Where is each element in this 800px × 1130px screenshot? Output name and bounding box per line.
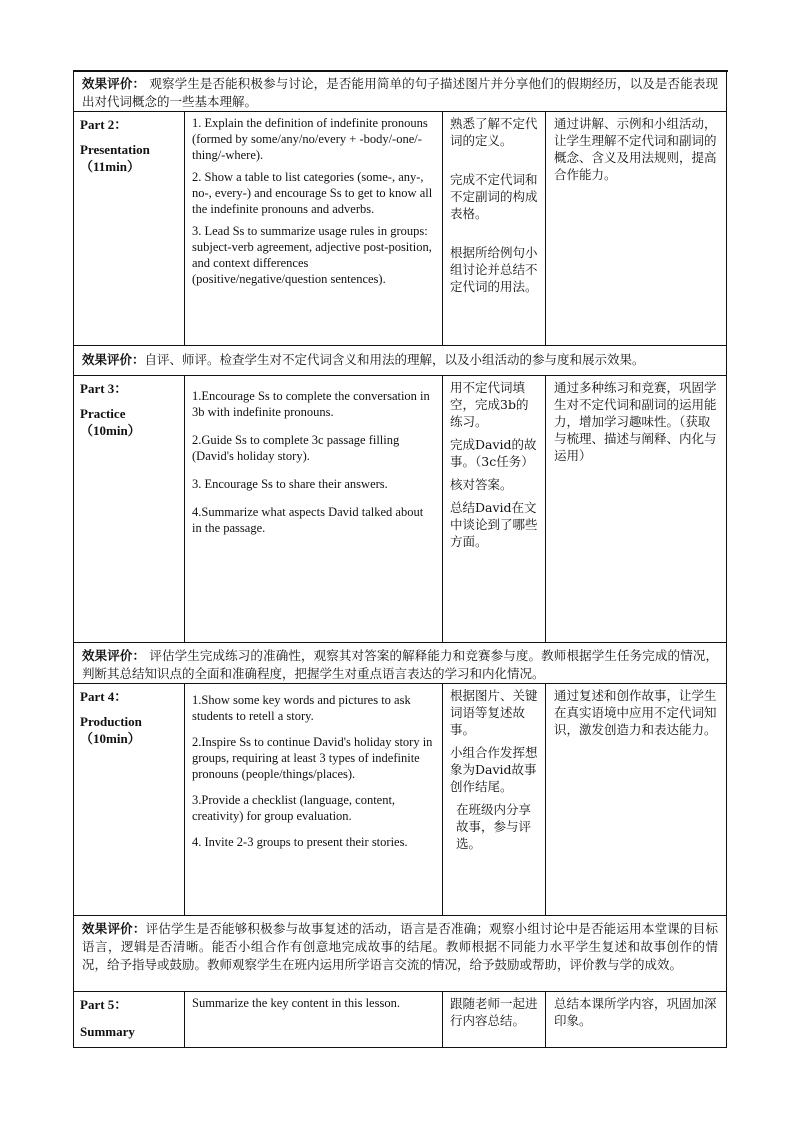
student-step: 用不定代词填空，完成3b的练习。 (450, 380, 529, 429)
part-2-label-cell (74, 112, 185, 345)
stage-title: Summary (80, 1024, 135, 1039)
teacher-activity-cell (185, 684, 443, 915)
evaluation-label: 效果评价： (82, 352, 145, 367)
student-step: 在班级内分享故事，参与评选。 (456, 802, 532, 851)
stage-time: （10min） (80, 731, 141, 746)
evaluation-text: 观察学生是否能积极参与讨论，是否能用简单的句子描述图片并分享他们的假期经历，以及是否能表现出对代词概念的一些基本理解。 (82, 76, 718, 109)
student-step: 完成不定代词和不定副词的构成表格。 (450, 172, 538, 221)
stage-time: （11min） (80, 159, 140, 174)
teacher-step: 3. Lead Ss to summarize usage rules in groups: subject-verb agreement, adjective post-position, and context differences (positive/negative/question sentences). (192, 224, 432, 286)
student-step: 根据所给例句小组讨论并总结不定代词的用法。 (450, 245, 538, 294)
student-activity-cell (443, 376, 546, 642)
design-purpose-text: 总结本课所学内容，巩固加深印象。 (554, 996, 717, 1028)
teacher-step: 2.Guide Ss to complete 3c passage filling (David's holiday story). (192, 433, 400, 463)
teacher-step: 3. Encourage Ss to share their answers. (192, 477, 388, 491)
evaluation-label: 效果评价： (82, 921, 146, 936)
design-purpose-text: 通过多种练习和竞赛，巩固学生对不定代词和副词的运用能力，增加学习趣味性。（获取与梳理、描述与阐释、内化与运用） (554, 380, 717, 463)
stage-title: Production (80, 714, 142, 729)
part-number: Part 5： (80, 997, 128, 1012)
student-step: 完成David的故事。（3c任务） (450, 437, 537, 469)
student-activity-cell (443, 684, 546, 915)
part-3-label-cell (74, 376, 185, 642)
part-5-label-cell (74, 992, 185, 1047)
student-step: 熟悉了解不定代词的定义。 (450, 116, 538, 148)
part-2-row (73, 112, 727, 346)
stage-title: Practice (80, 406, 126, 421)
teacher-step: 1.Show some key words and pictures to ask students to retell a story. (192, 693, 411, 723)
student-step: 跟随老师一起进行内容总结。 (450, 996, 538, 1028)
student-activity-cell (443, 992, 546, 1047)
student-step: 总结David在文中谈论到了哪些方面。 (450, 500, 538, 549)
evaluation-text: 自评、师评。检查学生对不定代词含义和用法的理解，以及小组活动的参与度和展示效果。 (144, 352, 645, 367)
stage-time: （10min） (80, 423, 141, 438)
design-purpose-cell (546, 112, 726, 345)
design-purpose-text: 通过讲解、示例和小组活动，让学生理解不定代词和副词的概念、含义及用法规则，提高合作能力。 (554, 116, 717, 182)
teacher-step: 1. Explain the definition of indefinite pronouns (formed by some/any/no/every + -body/-one/-thing/-where). (192, 116, 428, 162)
teacher-step: 3.Provide a checklist (language, content, creativity) for group evaluation. (192, 793, 396, 823)
teacher-step: 4.Summarize what aspects David talked about in the passage. (192, 505, 424, 535)
effect-evaluation-1 (73, 71, 727, 112)
student-step: 小组合作发挥想象为David故事创作结尾。 (450, 745, 538, 794)
part-number: Part 2： (80, 117, 128, 132)
design-purpose-text: 通过复述和创作故事，让学生在真实语境中应用不定代词知识，激发创造力和表达能力。 (554, 688, 717, 737)
stage-title: Presentation (80, 142, 150, 157)
evaluation-text: 评估学生是否能够积极参与故事复述的活动，语言是否准确；观察小组讨论中是否能运用本堂课的目标语言，逻辑是否清晰。能否小组合作有创意地完成故事的结尾。教师根据不同能力水平学生复述和故事创作的情况，给予指导或鼓励。教师观察学生在班内运用所学语言交流的情况，给予鼓励或帮助，评价教与学的成效。 (82, 921, 718, 972)
design-purpose-cell (546, 992, 726, 1047)
teacher-step: 2. Show a table to list categories (some-, any-, no-, every-) and encourage Ss to get to know all the indefinite pronouns and adverbs. (192, 170, 433, 216)
student-step: 核对答案。 (450, 477, 513, 492)
teacher-step: Summarize the key content in this lesson. (192, 996, 400, 1010)
teacher-activity-cell (185, 112, 443, 345)
effect-evaluation-3 (73, 643, 727, 684)
effect-evaluation-2 (73, 346, 727, 376)
effect-evaluation-4 (73, 916, 727, 992)
teacher-activity-cell (185, 376, 443, 642)
teacher-step: 2.Inspire Ss to continue David's holiday story in groups, requiring at least 3 types of indefinite pronouns (people/things/places). (192, 735, 433, 781)
teacher-step: 4. Invite 2-3 groups to present their stories. (192, 835, 408, 849)
part-number: Part 3： (80, 381, 128, 396)
design-purpose-cell (546, 684, 726, 915)
part-4-label-cell (74, 684, 185, 915)
teacher-activity-cell (185, 992, 443, 1047)
part-5-row (73, 992, 727, 1048)
student-step: 根据图片、关键词语等复述故事。 (450, 688, 538, 737)
lesson-plan-table (73, 71, 727, 1048)
part-4-row (73, 684, 727, 916)
part-number: Part 4： (80, 689, 128, 704)
evaluation-text: 评估学生完成练习的准确性，观察其对答案的解释能力和竞赛参与度。教师根据学生任务完成的情况，判断其总结知识点的全面和准确程度，把握学生对重点语言表达的学习和内化情况。 (82, 648, 718, 681)
evaluation-label: 效果评价： (82, 648, 146, 663)
design-purpose-cell (546, 376, 726, 642)
evaluation-label: 效果评价： (82, 76, 146, 91)
part-3-row (73, 376, 727, 643)
student-activity-cell (443, 112, 546, 345)
teacher-step: 1.Encourage Ss to complete the conversation in 3b with indefinite pronouns. (192, 389, 430, 419)
